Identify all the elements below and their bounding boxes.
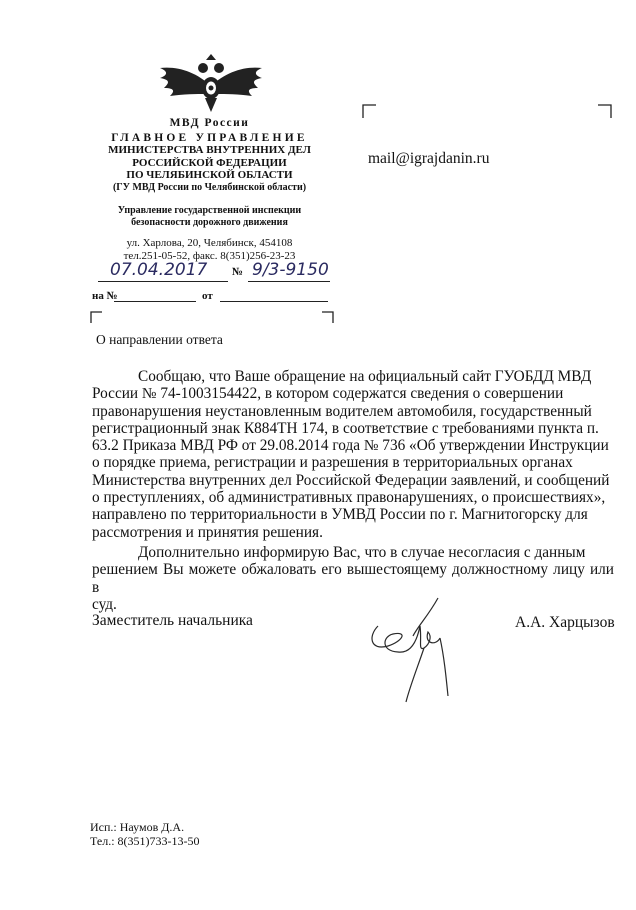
sub-dept-line-1: Управление государственной инспекции <box>117 205 302 216</box>
executor-name: Исп.: Наумов Д.А. <box>90 820 185 834</box>
signer-position: Заместитель начальника <box>92 612 253 629</box>
mvd-emblem-icon <box>156 52 266 114</box>
recipient-corner-right-icon <box>598 104 612 118</box>
body-paragraph-1 <box>92 368 614 541</box>
ministry-title: МВД России <box>169 117 250 129</box>
number-underline <box>248 281 330 282</box>
body-line: о преступлениях, об административных правонарушениях, о происшествиях», <box>92 489 606 507</box>
phones: тел.251-05-52, факс. 8(351)256-23-23 <box>123 250 296 262</box>
executor-phone: Тел.: 8(351)733-13-50 <box>90 834 200 848</box>
body-line: направлено по территориальности в УМВД России по г. Магнитогорску для <box>92 506 588 524</box>
subject-corner-left-icon <box>90 311 102 323</box>
ot-label: от <box>202 290 213 302</box>
body-line: 63.2 Приказа МВД РФ от 29.08.2014 года № 736 «Об утверждении Инструкции <box>92 437 609 455</box>
body-line: рассмотрения и принятия решения. <box>92 523 323 541</box>
recipient-email: mail@igrajdanin.ru <box>368 150 490 167</box>
body-line: России № 74-1003154422, в котором содержатся сведения о совершении <box>92 385 564 403</box>
signer-name: А.А. Харцызов <box>515 614 615 631</box>
body-line: Дополнительно информирую Вас, что в случае несогласия с данным <box>138 544 586 561</box>
main-dept-line-4: ПО ЧЕЛЯБИНСКОЙ ОБЛАСТИ <box>126 169 293 181</box>
body-line: о порядке приема, регистрации и разрешения в территориальных органах <box>92 454 573 472</box>
main-dept-line-5: (ГУ МВД России по Челябинской области) <box>112 182 307 193</box>
address: ул. Харлова, 20, Челябинск, 454108 <box>126 237 293 249</box>
sub-dept-line-2: безопасности дорожного движения <box>131 217 288 228</box>
body-line: Министерства внутренних дел Российской Федерации заявлений, и сообщений <box>92 471 610 489</box>
na-underline <box>114 301 196 302</box>
ot-underline <box>220 301 328 302</box>
number-sign: № <box>232 266 244 278</box>
body-line: регистрационный знак К884ТН 174, в соответствие с требованиями пункта п. <box>92 419 599 437</box>
handwritten-date: 07.04.2017 <box>110 260 208 280</box>
main-dept-line-2: МИНИСТЕРСТВА ВНУТРЕННИХ ДЕЛ <box>108 144 311 156</box>
body-line: суд. <box>92 595 117 613</box>
na-label: на № <box>92 290 118 302</box>
handwritten-signature-icon <box>358 596 458 706</box>
date-underline <box>98 281 228 282</box>
body-line: правонарушения неустановленным водителем автомобиля, государственный <box>92 402 592 420</box>
subject-corner-right-icon <box>322 311 334 323</box>
body-line: решением Вы можете обжаловать его вышестоящему должностному лицу или в <box>92 561 614 596</box>
subject-line: О направлении ответа <box>96 332 223 347</box>
recipient-corner-left-icon <box>362 104 376 118</box>
main-dept-line-3: РОССИЙСКОЙ ФЕДЕРАЦИИ <box>132 157 287 169</box>
handwritten-number: 9/3-9150 <box>252 260 329 280</box>
main-dept-line-1: ГЛАВНОЕ УПРАВЛЕНИЕ <box>111 132 308 144</box>
body-paragraph-2 <box>92 544 614 613</box>
body-line: Сообщаю, что Ваше обращение на официальный сайт ГУОБДД МВД <box>138 368 592 385</box>
